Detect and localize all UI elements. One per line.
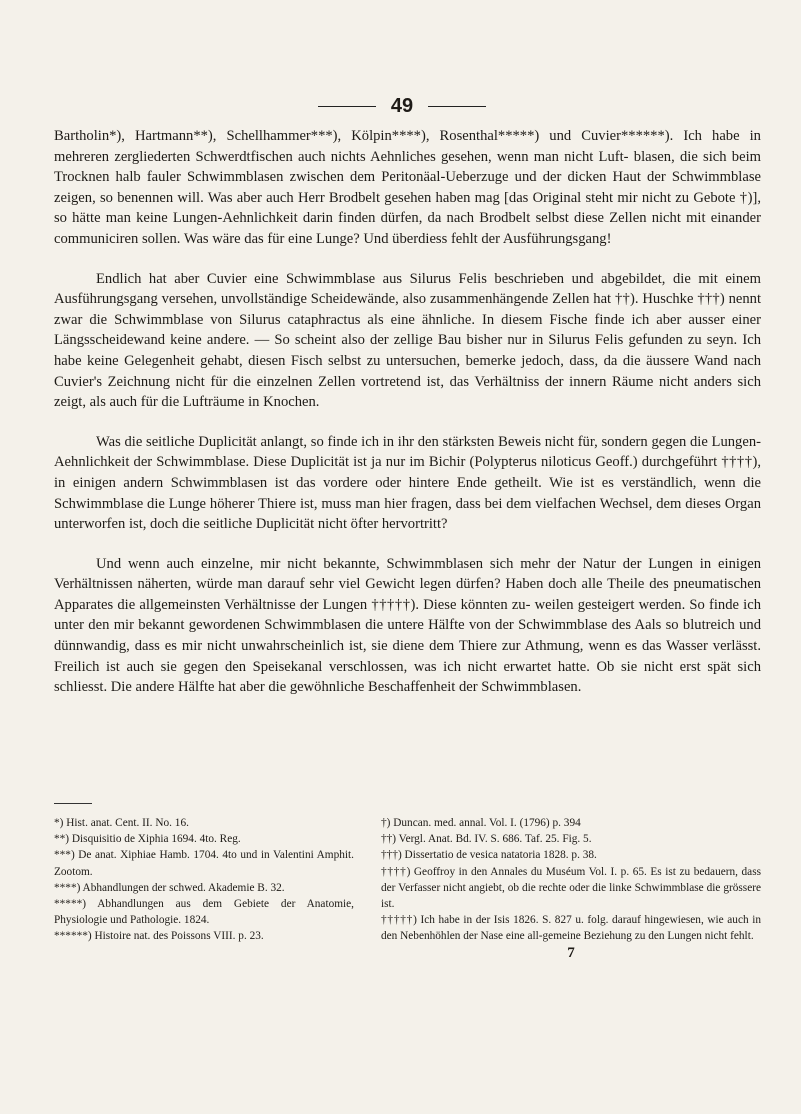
text-line: Hälfte hat aber die gewöhnliche Beschaffenheit der Schwimmblasen. [178,679,582,696]
paragraph-gap [54,250,761,269]
footnote: *****) Abhandlungen aus dem Gebiete der Anatomie, Physiologie und Pathologie. 1824. [54,898,354,927]
text-line: bisher nur in Silurus Felis gefunden zu seyn. Ich habe keine Gelegenheit gehabt, diesen Fisch selbst [54,332,761,369]
paragraph [54,432,761,535]
text-line: finden dürfen, da nach Brodbelt selbst diese Zellen nicht mit einander communiciren sollen. Was wäre [54,210,761,247]
page-number: 49 [390,95,414,117]
text-line: Ich habe in mehreren zergliederten Schwerdtfischen auch nichts Aehnliches gesehen, wenn man nicht Luft- [54,128,761,165]
text-line: Huschke †††) nennt zwar die Schwimmblase von Silurus cataphractus als eine ähnliche. In diesem [54,291,761,328]
footnote: †) Duncan. med. annal. Vol. I. (1796) p. 394 [381,817,581,829]
text-line: haben mag [das Original steht mir nicht zu Gebote †)], so hätte man keine Lungen-Aehnlichkeit darin [54,189,761,227]
text-line: Speisekanal verschlossen, was ich nicht erwartet hatte. Ob sie nicht erst spät sich schliesst. Die andere [54,658,761,696]
footnote-column-right [381,815,761,976]
paragraph-gap [54,535,761,554]
text-line: in einigen Verhältnissen näherten, würde man darauf sehr viel Gewicht legen dürfen? Haben doch alle [54,555,761,593]
footnote: *) Hist. anat. Cent. II. No. 16. [54,817,189,829]
paragraph [54,126,761,250]
text-line: dicken Haut der Schwimmblase zeigen, so benennen will. Was aber auch Herr Brodbelt gesehen [54,169,762,206]
text-line: Fische finde ich aber ausser einer Längsscheidewand keine andere. — So scheint also der zellige Bau [54,311,761,349]
page-header [0,95,801,119]
main-text [54,126,761,698]
text-line: zu untersuchen, bemerke jedoch, dass, da die äussere Wand nach Cuvier's Zeichnung nicht für die [54,352,761,390]
text-line: Endlich hat aber Cuvier eine Schwimmblase aus Silurus Felis beschrieben und abgebildet, die [96,270,691,287]
text-line: hier fragen, dass bei dem vielfachen Wechsel, dem dieses Organ unterworfen ist, doch die seitliche [54,495,762,533]
text-line: niloticus Geoff.) durchgeführt ††††), in einigen andern Schwimmblasen ist das vordere oder hintere [54,454,761,491]
footnote: †††) Dissertatio de vesica natatoria 1828. p. 38. [381,849,597,862]
text-line: Hälfte von der Schwimmblase des Aals so blutreich und dünnwandig, dass es mir nicht unwahrscheinlich [54,617,761,655]
footnote: ††††) Geoffroy in den Annales du Muséum Vol. I. p. 65. Es ist zu bedauern, dass der Verfasser nicht angiebt, ob die rechte oder die linke Schwimmblase die grössere ist. [381,865,761,911]
footnote: ††) Vergl. Anat. Bd. IV. S. 686. Taf. 25. Fig. 5. [381,833,592,846]
text-line: weilen gesteigert werden. So finde ich unter den mir bekannt gewordenen Schwimmblasen die untere [54,596,761,634]
text-line: einzelnen Zellen vortretend ist, das Verhältniss der innern Räume nicht anders sich zeigt, als auch für [54,373,761,411]
text-line: Und wenn auch einzelne, mir nicht bekannte, Schwimmblasen sich mehr der Natur der Lungen [96,555,693,572]
footnote-column-left [54,815,354,945]
text-line: das für eine Lunge? Und überdiess fehlt der Ausführungsgang! [244,230,612,247]
text-line: gegen die Lungen-Aehnlichkeit der Schwimmblase. Diese Duplicität ist ja nur im Bichir (Polypterus [54,433,761,471]
text-line: Duplicität nicht öfter hervortritt? [255,516,448,533]
paragraph [54,269,761,413]
header-rule-right [428,106,486,107]
footnote: **) Disquisitio de Xiphia 1694. 4to. Reg. [54,833,241,846]
text-line: die Lufträume in Knochen. [161,394,320,411]
footnote: †††††) Ich habe in der Isis 1826. S. 827 u. folg. darauf hingewiesen, wie auch in den Nebenhöhlen der Nase eine all-gemeine Beziehung zu den Lungen nicht fehlt. [381,914,761,943]
paragraph [54,554,761,698]
text-line: Ende getheilt. Wie ist es verständlich, wenn die Schwimmblase die Lunge höherer Thiere ist, muss man [54,474,761,512]
signature-mark: 7 [567,944,575,961]
header-rule-left [318,106,376,107]
text-line: ist, sie diene dem Thiere zur Athmung, wenn es das Wasser verlässt. Freilich ist auch sie gegen den [54,638,761,675]
text-line: blasen, die sich beim Trocknen halb fauler Schwimmblasen zwischen dem Peritonäal-Ueberzuge und der [54,148,761,186]
text-line: mit einem Ausführungsgang versehen, unvollständige Scheidewände, also zusammenhängende Zellen hat ††). [54,270,761,308]
text-line: Was die seitliche Duplicität anlangt, so finde ich in ihr den stärksten Beweis nicht für, sondern [96,433,648,450]
footnote-rule [54,803,92,804]
footnote: ****) Abhandlungen der schwed. Akademie B. 32. [54,881,285,894]
footnote: ******) Histoire nat. des Poissons VIII. p. 23. [54,930,264,943]
text-line: Bartholin*), Hartmann**), Schellhammer***), Kölpin****), Rosenthal*****) und Cuvier******). [54,128,674,144]
paragraph-gap [54,413,761,432]
text-line: Theile des pneumatischen Apparates die allgemeinsten Verhältnisse der Lungen †††††). Diese könnten zu- [54,576,761,613]
footnote: ***) De anat. Xiphiae Hamb. 1704. 4to und in Valentini Amphit. Zootom. [54,849,354,878]
